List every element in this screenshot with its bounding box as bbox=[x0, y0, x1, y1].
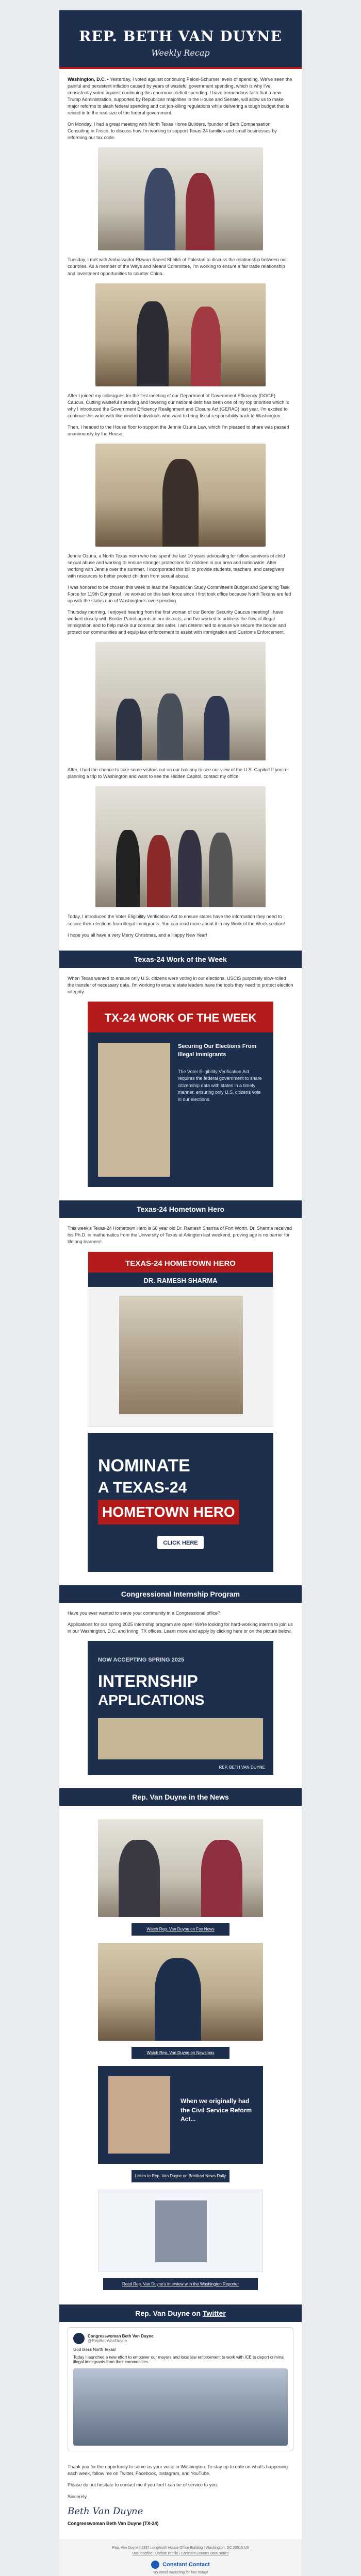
hometown-hero-text: This week's Texas-24 Hometown Hero is 68 year old Dr. Ramesh Sharma of Fort Worth. Dr. Sharma received his Ph.D. in mathematics from the University of Texas at Arlington last weekend, proving age is no barrier for lifelong learners! bbox=[68, 1225, 292, 1244]
photo-house-floor bbox=[95, 444, 266, 547]
intro-paragraph-2: On Monday, I had a great meeting with North Texas Home Builders, founder of Beth Compensation Consulting in Frisco, to discuss how I'm working to support Texas-24 families and small businesses by reforming our tax code. bbox=[68, 122, 277, 141]
paragraph-rsc-budget: I was honored to be chosen this week to lead the Republican Study Committee's Budget and Spending Task Force for 119th Congress! I've worked on this task force since I first took office because North Texans are fed up with the status quo of Washington's overspending. bbox=[68, 585, 291, 604]
top-margin bbox=[0, 0, 361, 10]
constant-contact-logo[interactable] bbox=[68, 2561, 293, 2569]
closing-sincerely: Sincerely, bbox=[68, 2494, 88, 2499]
closing-paragraph-1: Thank you for the opportunity to serve as your voice in Washington. To stay up to date on what's happening each week, follow me on Twitter, Facebook, Instagram, and YouTube. bbox=[68, 2464, 288, 2477]
internship-heading: Congressional Internship Program bbox=[59, 1585, 302, 1603]
reporter-photo bbox=[155, 2200, 207, 2262]
hero-photo bbox=[119, 1296, 243, 1414]
nominate-line-2: A TEXAS-24 bbox=[98, 1479, 187, 1496]
footer bbox=[59, 2539, 302, 2576]
fox-news-thumbnail[interactable] bbox=[98, 1819, 263, 1917]
news-heading: Rep. Van Duyne in the News bbox=[59, 1788, 302, 1806]
news-quote: When we originally had the Civil Service Reform Act... bbox=[180, 2097, 252, 2123]
fox-news-link[interactable]: Watch Rep. Van Duyne on Fox News bbox=[132, 1923, 229, 1936]
tweet-author-name: Congresswoman Beth Van Duyne bbox=[88, 2334, 154, 2339]
paragraph-jennie-ozuna: Jennie Ozuna, a North Texas mom who has spent the last 10 years advocating for fellow survivors of child sexual abuse and working to ensure stronger protections for children in our area and nationwide. After working with Jennie over the summer, I incorporated this bill to provide students, teachers, and caregivers with resources to better protect children from sexual abuse. bbox=[68, 553, 285, 579]
nominate-click-button[interactable]: CLICK HERE bbox=[157, 1536, 204, 1549]
newsletter bbox=[59, 10, 302, 2576]
washington-reporter-link[interactable]: Read Rep. Van Duyne's interview with the Washington Reporter bbox=[103, 2278, 258, 2291]
footer-links[interactable]: Unsubscribe | Update Profile | Constant Contact Data Notice bbox=[132, 2551, 229, 2555]
newsmax-thumbnail[interactable] bbox=[98, 1943, 263, 2041]
nominate-line-1: NOMINATE bbox=[98, 1455, 190, 1476]
photo-caucus-meeting bbox=[95, 642, 266, 760]
tweet-author-handle: @RepBethVanDuyne bbox=[88, 2338, 127, 2344]
paragraph-balcony: After, I had the chance to take some visitors out on our balcony to see our view of the U.S. Capitol! If you're planning a trip to Washington and want to see the Hidden Capitol, contact my office! bbox=[68, 767, 288, 779]
paragraph-voter-act: Today, I introduced the Voter Eligibility Verification Act to ensure states have the information they need to secure their elections from illegal immigrants. You can read more about it in my Work of the Week section! bbox=[68, 914, 285, 926]
work-of-week-heading: Texas-24 Work of the Week bbox=[59, 951, 302, 968]
tweet-card[interactable] bbox=[68, 2327, 293, 2451]
internship-poster-line-1: NOW ACCEPTING SPRING 2025 bbox=[98, 1657, 185, 1664]
paragraph-jennie-law: Then, I headed to the House floor to support the Jennie Ozuna Law, which I'm pleased to share was passed unanimously by the House. bbox=[68, 424, 289, 436]
photo-balcony-visitors bbox=[95, 786, 266, 907]
constant-contact-brand: Constant Contact bbox=[162, 2561, 210, 2568]
work-of-week-poster-title: TX-24 WORK OF THE WEEK bbox=[88, 1002, 273, 1032]
hometown-hero-section bbox=[59, 1218, 302, 1585]
tweet-author-row bbox=[73, 2333, 288, 2344]
work-of-week-section bbox=[59, 968, 302, 1200]
work-of-week-poster-sub: Securing Our Elections From Illegal Immigrants bbox=[178, 1043, 257, 1058]
paragraph-doge: After I joined my colleagues for the first meeting of our Department of Government Efficiency (DOGE) Caucus. Cutting wasteful spending and lowering our national debt has been one of my top priorities which is why I introduced the Government Efficiency Realignment and Closure Act (GERAC) last year. I'm excited to continue this work with likeminded individuals who want to bring fiscal responsibility back to Washington. bbox=[68, 393, 289, 418]
constant-contact-icon bbox=[151, 2561, 159, 2569]
avatar bbox=[73, 2333, 85, 2344]
footer-tagline: Try email marketing for free today! bbox=[153, 2570, 208, 2574]
hero-poster-name: DR. RAMESH SHARMA bbox=[88, 1273, 273, 1287]
internship-section bbox=[59, 1603, 302, 1788]
internship-poster-line-2: INTERNSHIP bbox=[98, 1672, 198, 1691]
closing-paragraph-2: Please do not hesitate to contact me if you feel I can be of service to you. bbox=[68, 2482, 218, 2488]
closing-name: Congresswoman Beth Van Duyne (TX-24) bbox=[68, 2520, 159, 2526]
paragraph-christmas: I hope you all have a very Merry Christmas, and a Happy New Year! bbox=[68, 932, 207, 938]
photo-ambassador bbox=[95, 283, 266, 386]
intro-section bbox=[59, 69, 302, 951]
newsmax-link[interactable]: Watch Rep. Van Duyne on Newsmax bbox=[132, 2047, 229, 2059]
hometown-hero-heading: Texas-24 Hometown Hero bbox=[59, 1200, 302, 1218]
work-of-week-text: When Texas wanted to ensure only U.S. citizens were voting in our elections, USCIS purposely slow-rolled the transfer of necessary data. I'm working to ensure state leaders have the tools they need to protect election integrity. bbox=[68, 975, 293, 994]
header-subtitle: Weekly Recap bbox=[151, 48, 210, 58]
closing-section bbox=[59, 2456, 302, 2538]
paragraph-border-caucus: Thursday morning, I enjoyed hearing from the first woman of our Border Security Caucus meeting! I have worked closely with Border Patrol agents in our districts, and I've worked to address the flow of illegal immigration and to help make our communities safer. I am determined to ensure we secure the border and protect our communities and equip law enforcement to assist with immigration and Customs Enforcement. bbox=[68, 609, 286, 635]
nominate-hero-graphic[interactable] bbox=[88, 1433, 273, 1572]
work-of-week-graphic[interactable] bbox=[88, 1002, 273, 1187]
tweet-text-2: Today I launched a new effort to empower our mayors and local law enforcement to work with ICE to deport criminal illegal immigrants from their communities. bbox=[73, 2355, 285, 2365]
internship-poster-line-3: APPLICATIONS bbox=[98, 1692, 205, 1708]
photo-home-builders bbox=[98, 147, 263, 250]
work-of-week-poster-body: The Voter Eligibility Verification Act requires the federal government to share citizenship data with states in a timely manner, ensuring only U.S. citizens vote in our elections. bbox=[178, 1069, 262, 1102]
tweet-image bbox=[73, 2368, 288, 2446]
nominate-line-3: HOMETOWN HERO bbox=[98, 1500, 239, 1525]
paragraph-pakistan: Tuesday, I met with Ambassador Rizwan Saeed Sheikh of Pakistan to discuss the relationship between our countries. As a member of the Ways and Means Committee, I'm working to ensure a fair trade relationship and investment opportunities to counter China. bbox=[68, 257, 287, 276]
header-title: REP. BETH VAN DUYNE bbox=[79, 28, 282, 45]
header-banner bbox=[59, 10, 302, 69]
footer-address: Rep. Van Duyne | 1337 Longworth House Office Building | Washington, DC 20515 US bbox=[112, 2546, 249, 2550]
news-section bbox=[59, 1806, 302, 2304]
internship-text-1: Have you ever wanted to serve your community in a Congressional office? bbox=[68, 1610, 220, 1616]
signature: Beth Van Duyne bbox=[68, 2505, 143, 2517]
hero-poster-title: TEXAS-24 HOMETOWN HERO bbox=[88, 1252, 273, 1273]
tweet-text-1: God bless North Texas! bbox=[73, 2347, 117, 2352]
breitbart-photo bbox=[108, 2076, 170, 2154]
capitol-skyline-image bbox=[98, 1718, 263, 1759]
hometown-hero-graphic bbox=[88, 1251, 273, 1427]
twitter-heading: Rep. Van Duyne on Twitter bbox=[59, 2304, 302, 2322]
breitbart-thumbnail[interactable] bbox=[98, 2066, 263, 2164]
internship-graphic[interactable] bbox=[88, 1641, 273, 1775]
washington-reporter-thumbnail[interactable] bbox=[98, 2190, 263, 2272]
intro-paragraph-1: Washington, D.C. - Yesterday, I voted against continuing Pelosi-Schumer levels of spending. We've seen the painful and persistent inflation caused by years of wasteful government spending, which is why I've consistently voted against continuing this enormous deficit spending. I have tremendous faith that a new Trump Administration, supported by Republican majorities in the House and Senate, will allow us to make major reforms to slash federal spending and cut job-killing regulations while delivering a tough budget that is reined in to the real size of the federal government. bbox=[68, 77, 292, 116]
breitbart-link[interactable]: Listen to Rep. Van Duyne on Breitbart News Daily bbox=[132, 2170, 229, 2182]
twitter-word[interactable]: Twitter bbox=[202, 2309, 226, 2318]
capitol-image bbox=[98, 1043, 170, 1177]
internship-poster-line-4: REP. BETH VAN DUYNE bbox=[219, 1765, 265, 1770]
internship-text-2: Applications for our spring 2025 internship program are open! We're looking for hard-working interns to join us in our Washington, D.C. and Irving, TX offices. Learn more and apply by clicking here or on the picture below. bbox=[68, 1621, 293, 1634]
